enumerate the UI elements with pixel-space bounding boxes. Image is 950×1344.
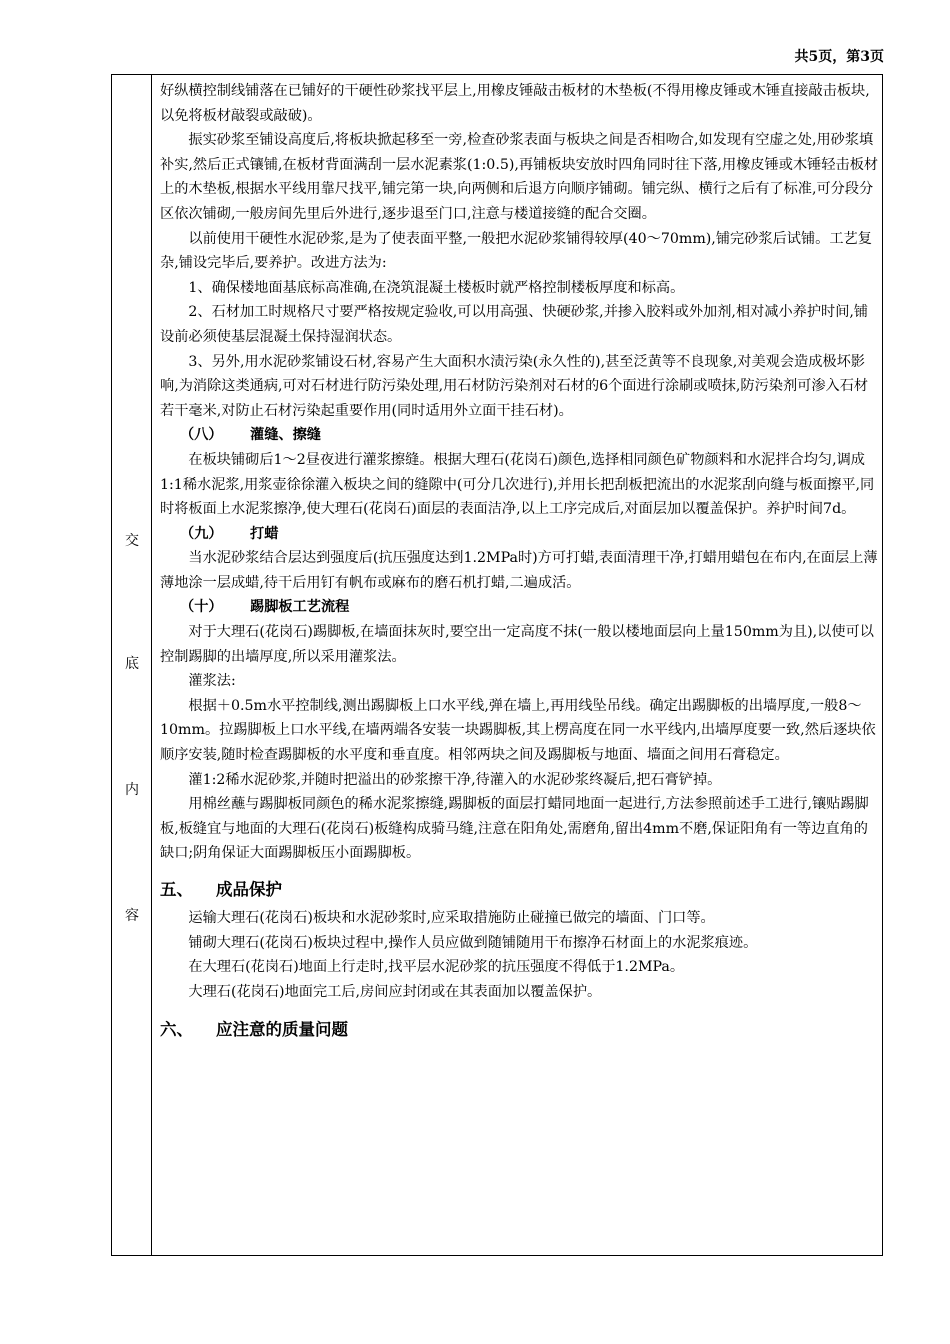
left-label-char: 底 — [125, 656, 139, 672]
paragraph: 铺砌大理石(花岗石)板块过程中,操作人员应做到随铺随用干布擦净石材面上的水泥浆痕迹。 — [188, 934, 758, 951]
paragraph: 在大理石(花岗石)地面上行走时,找平层水泥砂浆的抗压强度不得低于1.2MPa。 — [188, 959, 685, 976]
paragraph: 根据＋0.5m水平控制线,测出踢脚板上口水平线,弹在墙上,再用线坠吊线。确定出踢脚板的出墙厚度,一般8～10mm。拉踢脚板上口水平线,在墙两端各安装一块踢脚板,其上楞高度在同一水平线内,出墙厚度要一致,然后逐块依顺序安装,随时检查踢脚板的水平度和垂直度。相邻两块之间及踢脚板与地面、墙面之间用石膏稳定。 — [160, 697, 876, 764]
paragraph: 对于大理石(花岗石)踢脚板,在墙面抹灰时,要空出一定高度不抹(一般以楼地面层向上量150mm为且),以使可以控制踢脚的出墙厚度,所以采用灌浆法。 — [160, 624, 874, 665]
paragraph: 运输大理石(花岗石)板块和水泥砂浆时,应采取措施防止碰撞已做完的墙面、门口等。 — [188, 910, 715, 926]
left-label-column — [112, 75, 152, 1255]
subsection-number: （八） — [180, 427, 223, 444]
section-number: 五、 — [160, 880, 193, 899]
paragraph: 大理石(花岗石)地面完工后,房间应封闭或在其表面加以覆盖保护。 — [188, 983, 602, 1000]
subsection-heading — [160, 423, 880, 448]
disclosure-table — [111, 74, 883, 1256]
left-label-char: 交 — [125, 533, 139, 549]
subsection-heading — [160, 595, 880, 620]
content-area — [160, 79, 880, 1046]
subsection-number: （九） — [180, 525, 223, 542]
paragraph: 用棉丝蘸与踢脚板同颜色的稀水泥浆擦缝,踢脚板的面层打蜡同地面一起进行,方法参照前述手工进行,镶贴踢脚板,板缝宜与地面的大理石(花岗石)板缝构成骑马缝,注意在阳角处,需磨角,留出4mm不磨,保证阳角有一等边直角的缺口;阴角保证大面踢脚板压小面踢脚板。 — [160, 796, 869, 862]
paragraph: 灌浆法: — [188, 673, 236, 690]
subsection-number: （十） — [180, 599, 223, 616]
page-number: 共5页，第3页 — [794, 49, 884, 65]
left-label-char: 容 — [125, 908, 139, 924]
paragraph: 1、确保楼地面基底标高准确,在浇筑混凝土楼板时就严格控制楼板厚度和标高。 — [188, 279, 685, 296]
paragraph: 当水泥砂浆结合层达到强度后(抗压强度达到1.2MPa时)方可打蜡,表面清理干净,打蜡用蜡包在布内,在面层上薄薄地涂一层成蜡,待干后用钉有帆布或麻布的磨石机打蜡,二遍成活。 — [160, 550, 878, 591]
paragraph: 3、另外,用水泥砂浆铺设石材,容易产生大面积水渍污染(永久性的),甚至泛黄等不良现象,对美观会造成极坏影响,为消除这类通病,可对石材进行防污染处理,用石材防污染剂对石材的6个面进行涂刷或喷抹,防污染剂可渗入石材若干毫米,对防止石材污染起重要作用(同时适用外立面干挂石材)。 — [160, 353, 869, 419]
paragraph: 2、石材加工时规格尺寸要严格按规定验收,可以用高强、快硬砂浆,并掺入胶料或外加剂,相对减小养护时间,铺设前必须使基层混凝土保持湿润状态。 — [160, 304, 869, 345]
paragraph: 振实砂浆至铺设高度后,将板块掀起移至一旁,检查砂浆表面与板块之间是否相吻合,如发现有空虚之处,用砂浆填补实,然后正式镶铺,在板材背面满刮一层水泥素浆(1:0.5),再铺板块安放时四角同时往下落,用橡皮锤或木锤轻击板材上的木垫板,根据水平线用靠尺找平,铺完第一块,向两侧和后退方向顺序铺砌。铺完纵、横行之后有了标准,可分段分区依次铺砌,一般房间先里后外进行,逐步退至门口,注意与楼道接缝的配合交圈。 — [160, 132, 879, 222]
section-heading — [160, 1014, 880, 1046]
section-title: 应注意的质量问题 — [216, 1020, 348, 1040]
paragraph: 灌1:2稀水泥砂浆,并随时把溢出的砂浆擦干净,待灌入的水泥砂浆终凝后,把石膏铲掉。 — [188, 771, 722, 788]
paragraph: 以前使用干硬性水泥砂浆,是为了使表面平整,一般把水泥砂浆铺得较厚(40～70mm),铺完砂浆后试铺。工艺复杂,铺设完毕后,要养护。改进方法为: — [160, 230, 872, 272]
subsection-title: 灌缝、擦缝 — [250, 427, 321, 444]
subsection-title: 踢脚板工艺流程 — [250, 599, 350, 616]
paragraph: 在板块铺砌后1～2昼夜进行灌浆擦缝。根据大理石(花岗石)颜色,选择相同颜色矿物颜料和水泥拌合均匀,调成1:1稀水泥浆,用浆壶徐徐灌入板块之间的缝隙中(可分几次进行),并用长把刮板把流出的水泥浆刮向缝与板面擦平,同时将板面上水泥浆擦净,使大理石(花岗石)面层的表面洁净,以上工序完成后,对面层加以覆盖保护。养护时间7d。 — [160, 451, 875, 518]
left-label-char: 内 — [125, 782, 139, 798]
section-title: 成品保护 — [216, 880, 282, 899]
paragraph: 好纵横控制线铺落在已铺好的干硬性砂浆找平层上,用橡皮锤敲击板材的木垫板(不得用橡皮锤或木锤直接敲击板块,以免将板材敲裂或敲破)。 — [160, 83, 870, 124]
section-number: 六、 — [160, 1020, 193, 1040]
subsection-heading — [160, 522, 880, 547]
section-heading — [160, 874, 880, 906]
subsection-title: 打蜡 — [250, 525, 279, 542]
